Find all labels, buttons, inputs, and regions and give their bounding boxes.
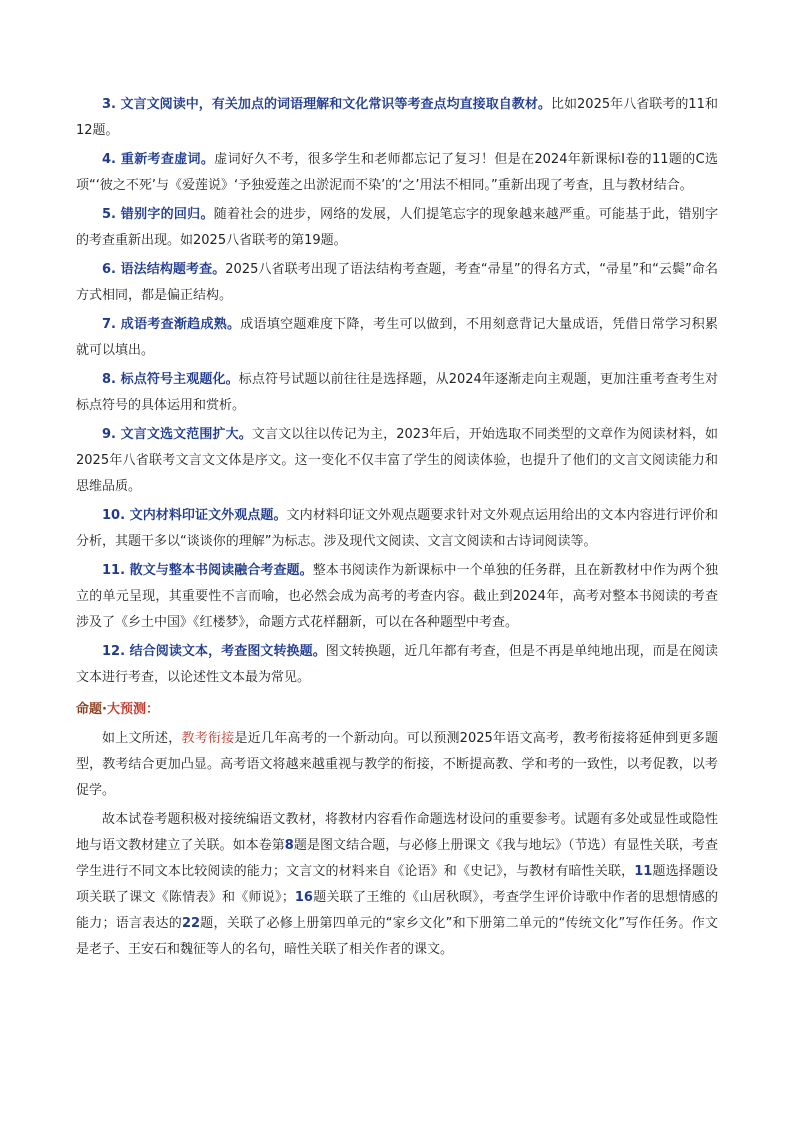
item-body: 随着社会的进步，网络的发展，人们提笔忘字的现象越来越严重。可能基于此，错别字的考查重新出现。如2025八省联考的第19题。 xyxy=(76,207,718,248)
item-heading: 4. 重新考查虚词。 xyxy=(102,152,215,167)
item-heading: 11. 散文与整本书阅读融合考查题。 xyxy=(102,563,313,578)
question-number: 8 xyxy=(284,838,294,853)
item-body: 成语填空题难度下降，考生可以做到，不用刻意背记大量成语，凭借日常学习积累就可以填出。 xyxy=(76,317,718,358)
item-body: 图文转换题，近几年都有考查，但是不再是单纯地出现，而是在阅读文本进行考查，以论述性文本最为常见。 xyxy=(76,644,718,685)
item-body: 虚词好久不考，很多学生和老师都忘记了复习！但是在2024年新课标Ⅰ卷的11题的C选项“‘彼之不死’与《爱莲说》‘予独爱莲之出淤泥而不染’的‘之’用法不相同。”重新出现了考查，且与教材结合。 xyxy=(76,152,718,193)
para-text: 是近几年高考的一个新动向。可以预测2025年语文高考，教考衔接将延伸到更多题型，教考结合更加凸显。高考语文将越来越重视与教学的衔接，不断提高教、学和考的一致性，以考促教，以考促学。 xyxy=(76,731,718,798)
item-heading: 7. 成语考查渐趋成熟。 xyxy=(102,317,241,332)
question-number: 22 xyxy=(181,916,201,931)
item-heading: 8. 标点符号主观题化。 xyxy=(102,372,239,387)
para-text: 题，关联了必修上册第四单元的“家乡文化”和下册第二单元的“传统文化”写作任务。作文是老子、王安石和魏征等人的名句，暗性关联了相关作者的课文。 xyxy=(76,916,718,957)
item-heading: 10. 文内材料印证文外观点题。 xyxy=(102,508,287,523)
section-title-a: 命题· xyxy=(76,702,107,717)
question-number: 11 xyxy=(634,864,653,879)
highlight-term: 教考衔接 xyxy=(181,731,235,746)
para-text: 题选择题设项关联了课文《陈情表》和《师说》； xyxy=(76,864,718,905)
item-body: 文言文以往以传记为主，2023年后，开始选取不同类型的文章作为阅读材料，如2025年八省联考文言文文体是序文。这一变化不仅丰富了学生的阅读体验，也提升了他们的文言文阅读能力和思维品质。 xyxy=(76,427,718,494)
item-body: 整本书阅读作为新课标中一个单独的任务群，且在新教材中作为两个独立的单元呈现，其重要性不言而喻，也必然会成为高考的考查内容。截止到2024年，高考对整本书阅读的考查涉及了《乡土中国》《红楼梦》，命题方式花样翻新，可以在各种题型中考查。 xyxy=(76,563,718,630)
item-body: 比如2025年八省联考的11和12题。 xyxy=(76,97,718,138)
section-title xyxy=(76,697,718,723)
item-heading: 5. 错别字的回归。 xyxy=(102,207,214,222)
item-12 xyxy=(76,639,718,691)
para-text: 题关联了王维的《山居秋暝》，考查学生评价诗歌中作者的思想情感的能力；语言表达的 xyxy=(76,890,718,931)
item-5 xyxy=(76,202,718,254)
para-text: 故本试卷考题积极对接统编语文教材，将教材内容看作命题选材设问的重要参考。试题有多处或显性或隐性地与语文教材建立了关联。如本卷第 xyxy=(76,812,718,853)
item-9 xyxy=(76,422,718,500)
paragraph-1 xyxy=(76,726,718,804)
item-7 xyxy=(76,312,718,364)
item-11 xyxy=(76,558,718,636)
item-body: 2025八省联考出现了语法结构考查题，考查“帚星”的得名方式，“帚星”和“云鬓”命名方式相同，都是偏正结构。 xyxy=(76,262,718,303)
item-body: 文内材料印证文外观点题要求针对文外观点运用给出的文本内容进行评价和分析，其题干多以“谈谈你的理解”为标志。涉及现代文阅读、文言文阅读和古诗词阅读等。 xyxy=(76,508,718,549)
item-6 xyxy=(76,257,718,309)
item-10 xyxy=(76,503,718,555)
item-heading: 6. 语法结构题考查。 xyxy=(102,262,226,277)
item-heading: 9. 文言文选文范围扩大。 xyxy=(102,427,252,442)
para-text: 如上文所述， xyxy=(102,731,182,746)
item-4 xyxy=(76,147,718,199)
item-3 xyxy=(76,92,718,144)
section-title-b: 大预测： xyxy=(106,702,159,717)
item-body: 标点符号试题以前往往是选择题，从2024年逐渐走向主观题，更加注重考查考生对标点符号的具体运用和赏析。 xyxy=(76,372,718,413)
question-number: 16 xyxy=(294,890,313,905)
item-heading: 12. 结合阅读文本，考查图文转换题。 xyxy=(102,644,326,659)
para-text: 题是图文结合题，与必修上册课文《我与地坛》（节选）有显性关联，考查学生进行不同文本比较阅读的能力；文言文的材料来自《论语》和《史记》，与教材有暗性关联， xyxy=(76,838,718,879)
item-8 xyxy=(76,367,718,419)
paragraph-2 xyxy=(76,807,718,963)
item-heading: 3. 文言文阅读中，有关加点的词语理解和文化常识等考查点均直接取自教材。 xyxy=(102,97,551,112)
